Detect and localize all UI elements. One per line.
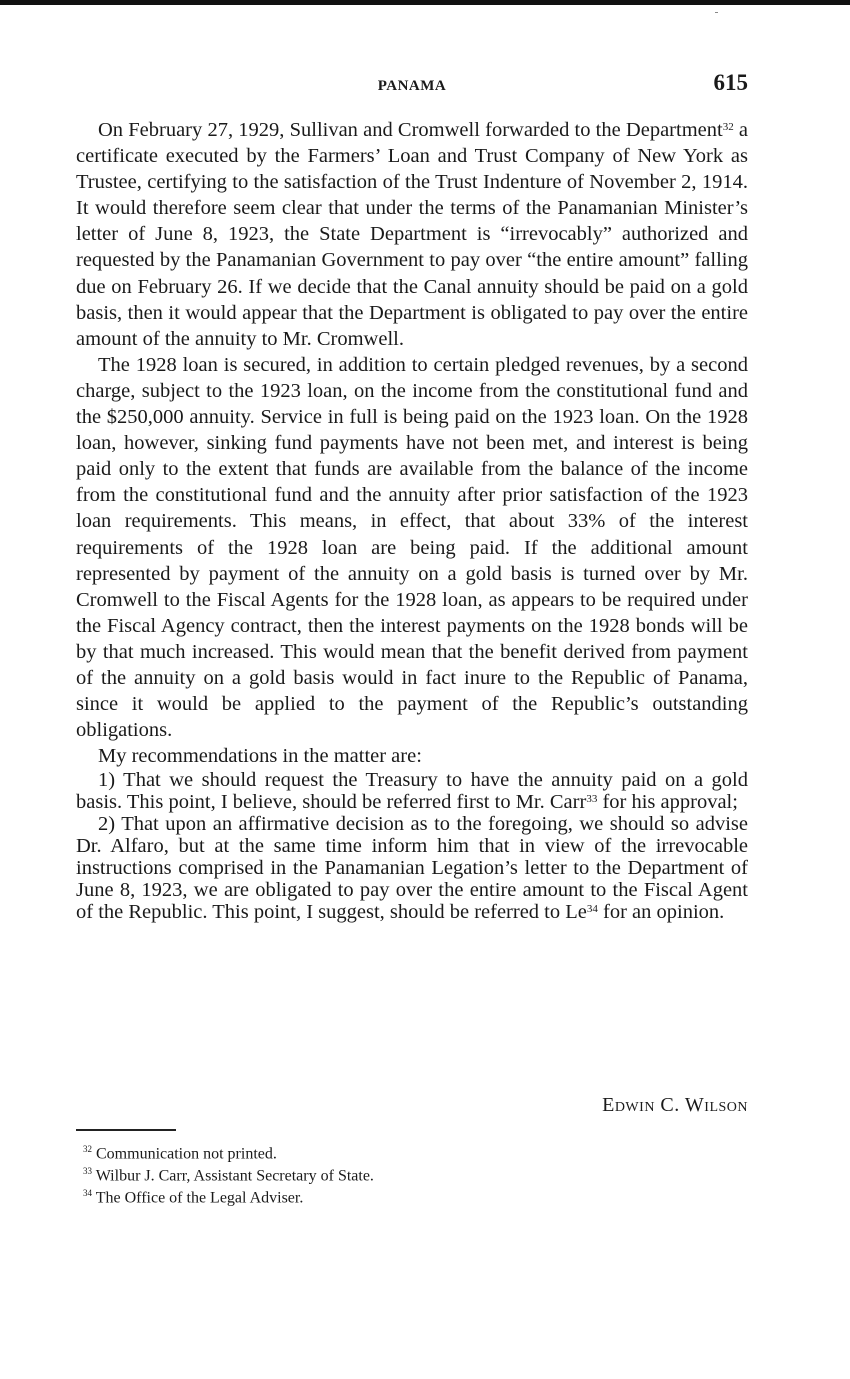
footnote-ref-34: 34 bbox=[586, 903, 598, 916]
paragraph-1-text-a: On February 27, 1929, Sullivan and Cromwell forwarded to the Department bbox=[98, 119, 723, 141]
body-text bbox=[76, 117, 748, 923]
running-head: PANAMA bbox=[377, 78, 447, 94]
page-header bbox=[76, 70, 748, 100]
scan-speck bbox=[715, 12, 718, 13]
paragraph-1-text-b: a certificate executed by the Farmers’ Loan and Trust Company of New York as Trustee, certifying to the satisfaction of the Trust Indenture of November 2, 1914. It would therefore seem clear that under the terms of the Panamanian Minister’s letter of June 8, 1923, the State Department is “irrevocably” authorized and requested by the Panamanian Government to pay over “the entire amount” falling due on February 26. If we decide that the Canal annuity should be paid on a gold basis, then it would appear that the Department is obligated to pay over the entire amount of the annuity to Mr. Cromwell. bbox=[76, 119, 748, 350]
footnote-33 bbox=[83, 1163, 743, 1185]
paragraph-1 bbox=[76, 117, 748, 352]
paragraph-2: The 1928 loan is secured, in addition to certain pledged revenues, by a second charge, subject to the 1923 loan, on the income from the constitutional fund and the $250,000 annuity. Service in full is being paid on the 1923 loan. On the 1928 loan, however, sinking fund payments have not been met, and interest is being paid only to the extent that funds are available from the balance of the income from the constitutional fund and the annuity after prior satisfaction of the 1923 loan requirements. This means, in effect, that about 33% of the interest requirements of the 1928 loan are being paid. If the additional amount represented by payment of the annuity on a gold basis is turned over by Mr. Cromwell to the Fiscal Agents for the 1928 loan, as appears to be required under the Fiscal Agency contract, then the interest payments on the 1928 bonds will be by that much increased. This would mean that the benefit derived from payment of the annuity on a gold basis would in fact inure to the Republic of Panama, since it would be applied to the payment of the Republic’s outstanding obligations. bbox=[76, 353, 748, 742]
footnote-text: The Office of the Legal Adviser. bbox=[95, 1188, 304, 1206]
footnote-34 bbox=[83, 1185, 743, 1207]
signature: Edwin C. Wilson bbox=[602, 1094, 748, 1116]
footnote-separator bbox=[76, 1129, 176, 1131]
footnote-32 bbox=[83, 1141, 743, 1163]
top-border-rule bbox=[0, 0, 850, 5]
page-number: 615 bbox=[713, 70, 748, 95]
recommendation-1-text-a: 1) That we should request the Treasury to have the annuity paid on a gold basis. This point, I believe, should be referred first to Mr. Carr bbox=[76, 769, 748, 814]
footnote-text: Wilbur J. Carr, Assistant Secretary of State. bbox=[95, 1167, 374, 1185]
recommendation-1-text-b: for his approval; bbox=[597, 791, 738, 814]
footnotes bbox=[83, 1141, 743, 1206]
recommendation-2-text-a: 2) That upon an affirmative decision as to the foregoing, we should so advise Dr. Alfaro, but at the same time inform him that in view of the irrevocable instructions comprised in the Panamanian Legation’s letter to the Department of June 8, 1923, we are obligated to pay over the entire amount to the Fiscal Agent of the Republic. This point, I suggest, should be referred to Le bbox=[76, 813, 748, 924]
recommendation-1 bbox=[76, 769, 748, 813]
footnote-number: 32 bbox=[83, 1144, 92, 1154]
recommendation-2-text-b: for an opinion. bbox=[597, 901, 725, 924]
recommendations-intro: My recommendations in the matter are: bbox=[98, 745, 422, 768]
footnote-ref-32: 32 bbox=[722, 121, 734, 133]
recommendation-2 bbox=[76, 813, 748, 923]
footnote-ref-33: 33 bbox=[586, 793, 598, 806]
footnote-text: Communication not printed. bbox=[96, 1145, 277, 1163]
footnote-number: 33 bbox=[83, 1165, 92, 1176]
footnote-number: 34 bbox=[83, 1187, 92, 1198]
